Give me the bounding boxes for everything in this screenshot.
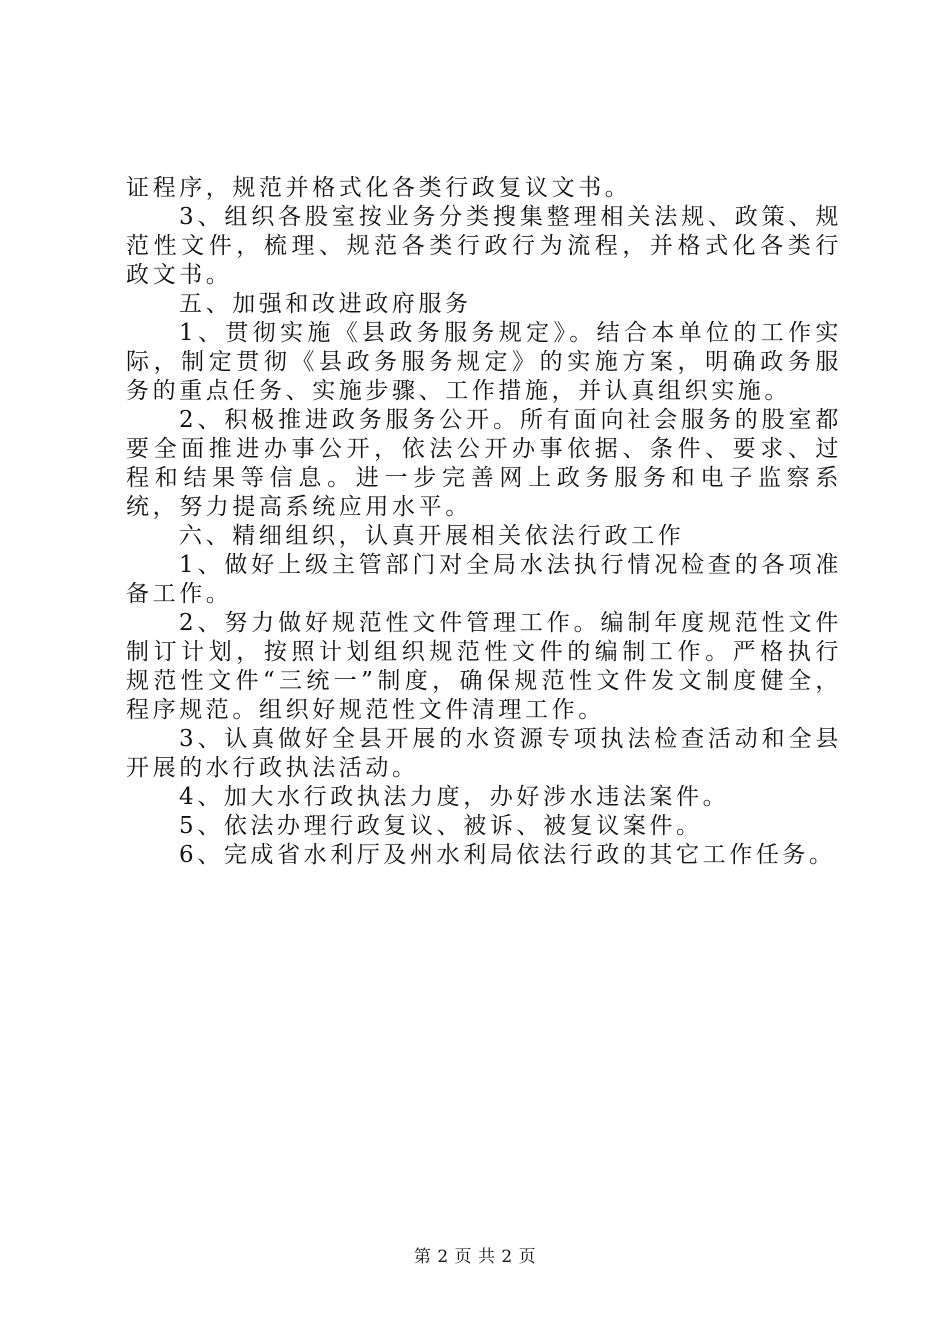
paragraph-12: 6、完成省水利厅及州水利局依法行政的其它工作任务。 (179, 842, 836, 868)
paragraph-11: 5、依法办理行政复议、被诉、被复议案件。 (179, 813, 703, 839)
paragraph-2: 3、组织各股室按业务分类搜集整理相关法规、政策、规范性文件，梳理、规范各类行政行为流程，并格式化各类行政文书。 (126, 204, 842, 288)
paragraph-9: 3、认真做好全县开展的水资源专项执法检查活动和全县开展的水行政执法活动。 (126, 726, 842, 781)
page-number-footer: 第 2 页 共 2 页 (413, 1247, 537, 1267)
paragraph-4: 1、贯彻实施《县政务服务规定》。结合本单位的工作实际，制定贯彻《县政务服务规定》的实施方案，明确政务服务的重点任务、实施步骤、工作措施，并认真组织实施。 (126, 320, 842, 404)
paragraph-10: 4、加大水行政执法力度，办好涉水违法案件。 (179, 784, 730, 810)
paragraph-5: 2、积极推进政务服务公开。所有面向社会服务的股室都要全面推进办事公开，依法公开办事依据、条件、要求、过程和结果等信息。进一步完善网上政务服务和电子监察系统，努力提高系统应用水平。 (126, 407, 842, 520)
paragraph-7: 1、做好上级主管部门对全局水法执行情况检查的各项准备工作。 (126, 552, 842, 607)
paragraph-1: 证程序，规范并格式化各类行政复议文书。 (126, 175, 632, 201)
paragraph-8: 2、努力做好规范性文件管理工作。编制年度规范性文件制订计划，按照计划组织规范性文件的编制工作。严格执行规范性文件“三统一”制度，确保规范性文件发文制度健全，程序规范。组织好规范性文件清理工作。 (126, 610, 842, 723)
section-heading-5: 五、加强和改进政府服务 (179, 291, 472, 317)
section-heading-6: 六、精细组织，认真开展相关依法行政工作 (179, 523, 685, 549)
document-body (126, 174, 842, 870)
